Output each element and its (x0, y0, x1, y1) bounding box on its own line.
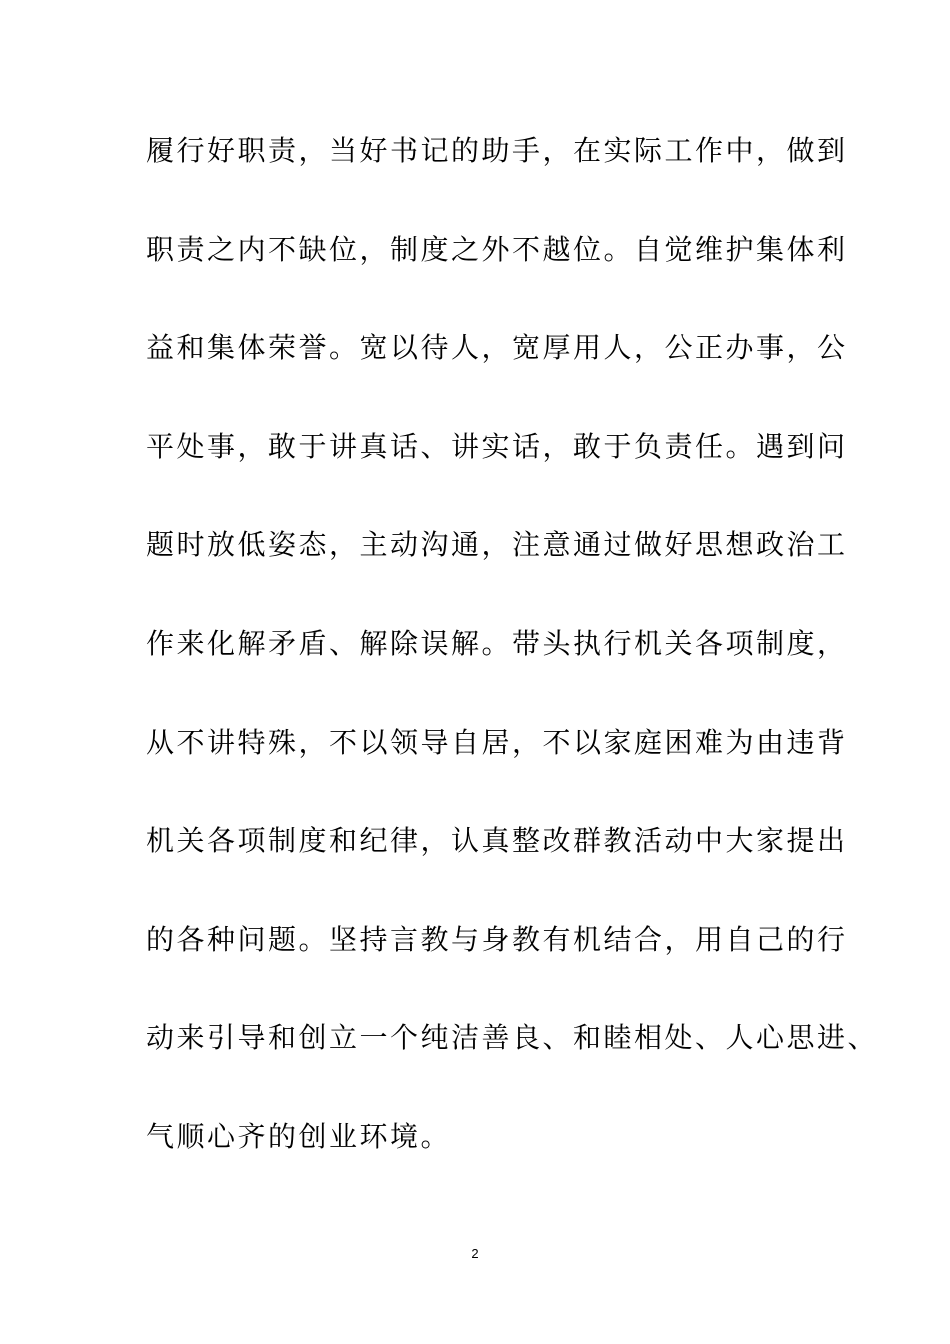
text-line: 动来引导和创立一个纯洁善良、和睦相处、人心思进、 (146, 1021, 879, 1055)
text-line: 机关各项制度和纪律，认真整改群教活动中大家提出 (146, 824, 848, 858)
text-line: 从不讲特殊，不以领导自居，不以家庭困难为由违背 (146, 725, 848, 759)
text-line: 作来化解矛盾、解除误解。带头执行机关各项制度， (146, 626, 848, 660)
text-line: 平处事，敢于讲真话、讲实话，敢于负责任。遇到问 (146, 429, 848, 463)
text-line: 的各种问题。坚持言教与身教有机结合，用自己的行 (146, 922, 848, 956)
text-line: 题时放低姿态，主动沟通，注意通过做好思想政治工 (146, 528, 848, 562)
text-line: 履行好职责，当好书记的助手，在实际工作中，做到 (146, 134, 848, 167)
text-line: 益和集体荣誉。宽以待人，宽厚用人，公正办事，公 (146, 331, 848, 365)
text-line: 职责之内不缺位，制度之外不越位。自觉维护集体利 (146, 232, 848, 266)
text-line: 气顺心齐的创业环境。 (146, 1119, 452, 1153)
body-paragraph (146, 128, 879, 1213)
page-number: 2 (471, 1246, 479, 1261)
